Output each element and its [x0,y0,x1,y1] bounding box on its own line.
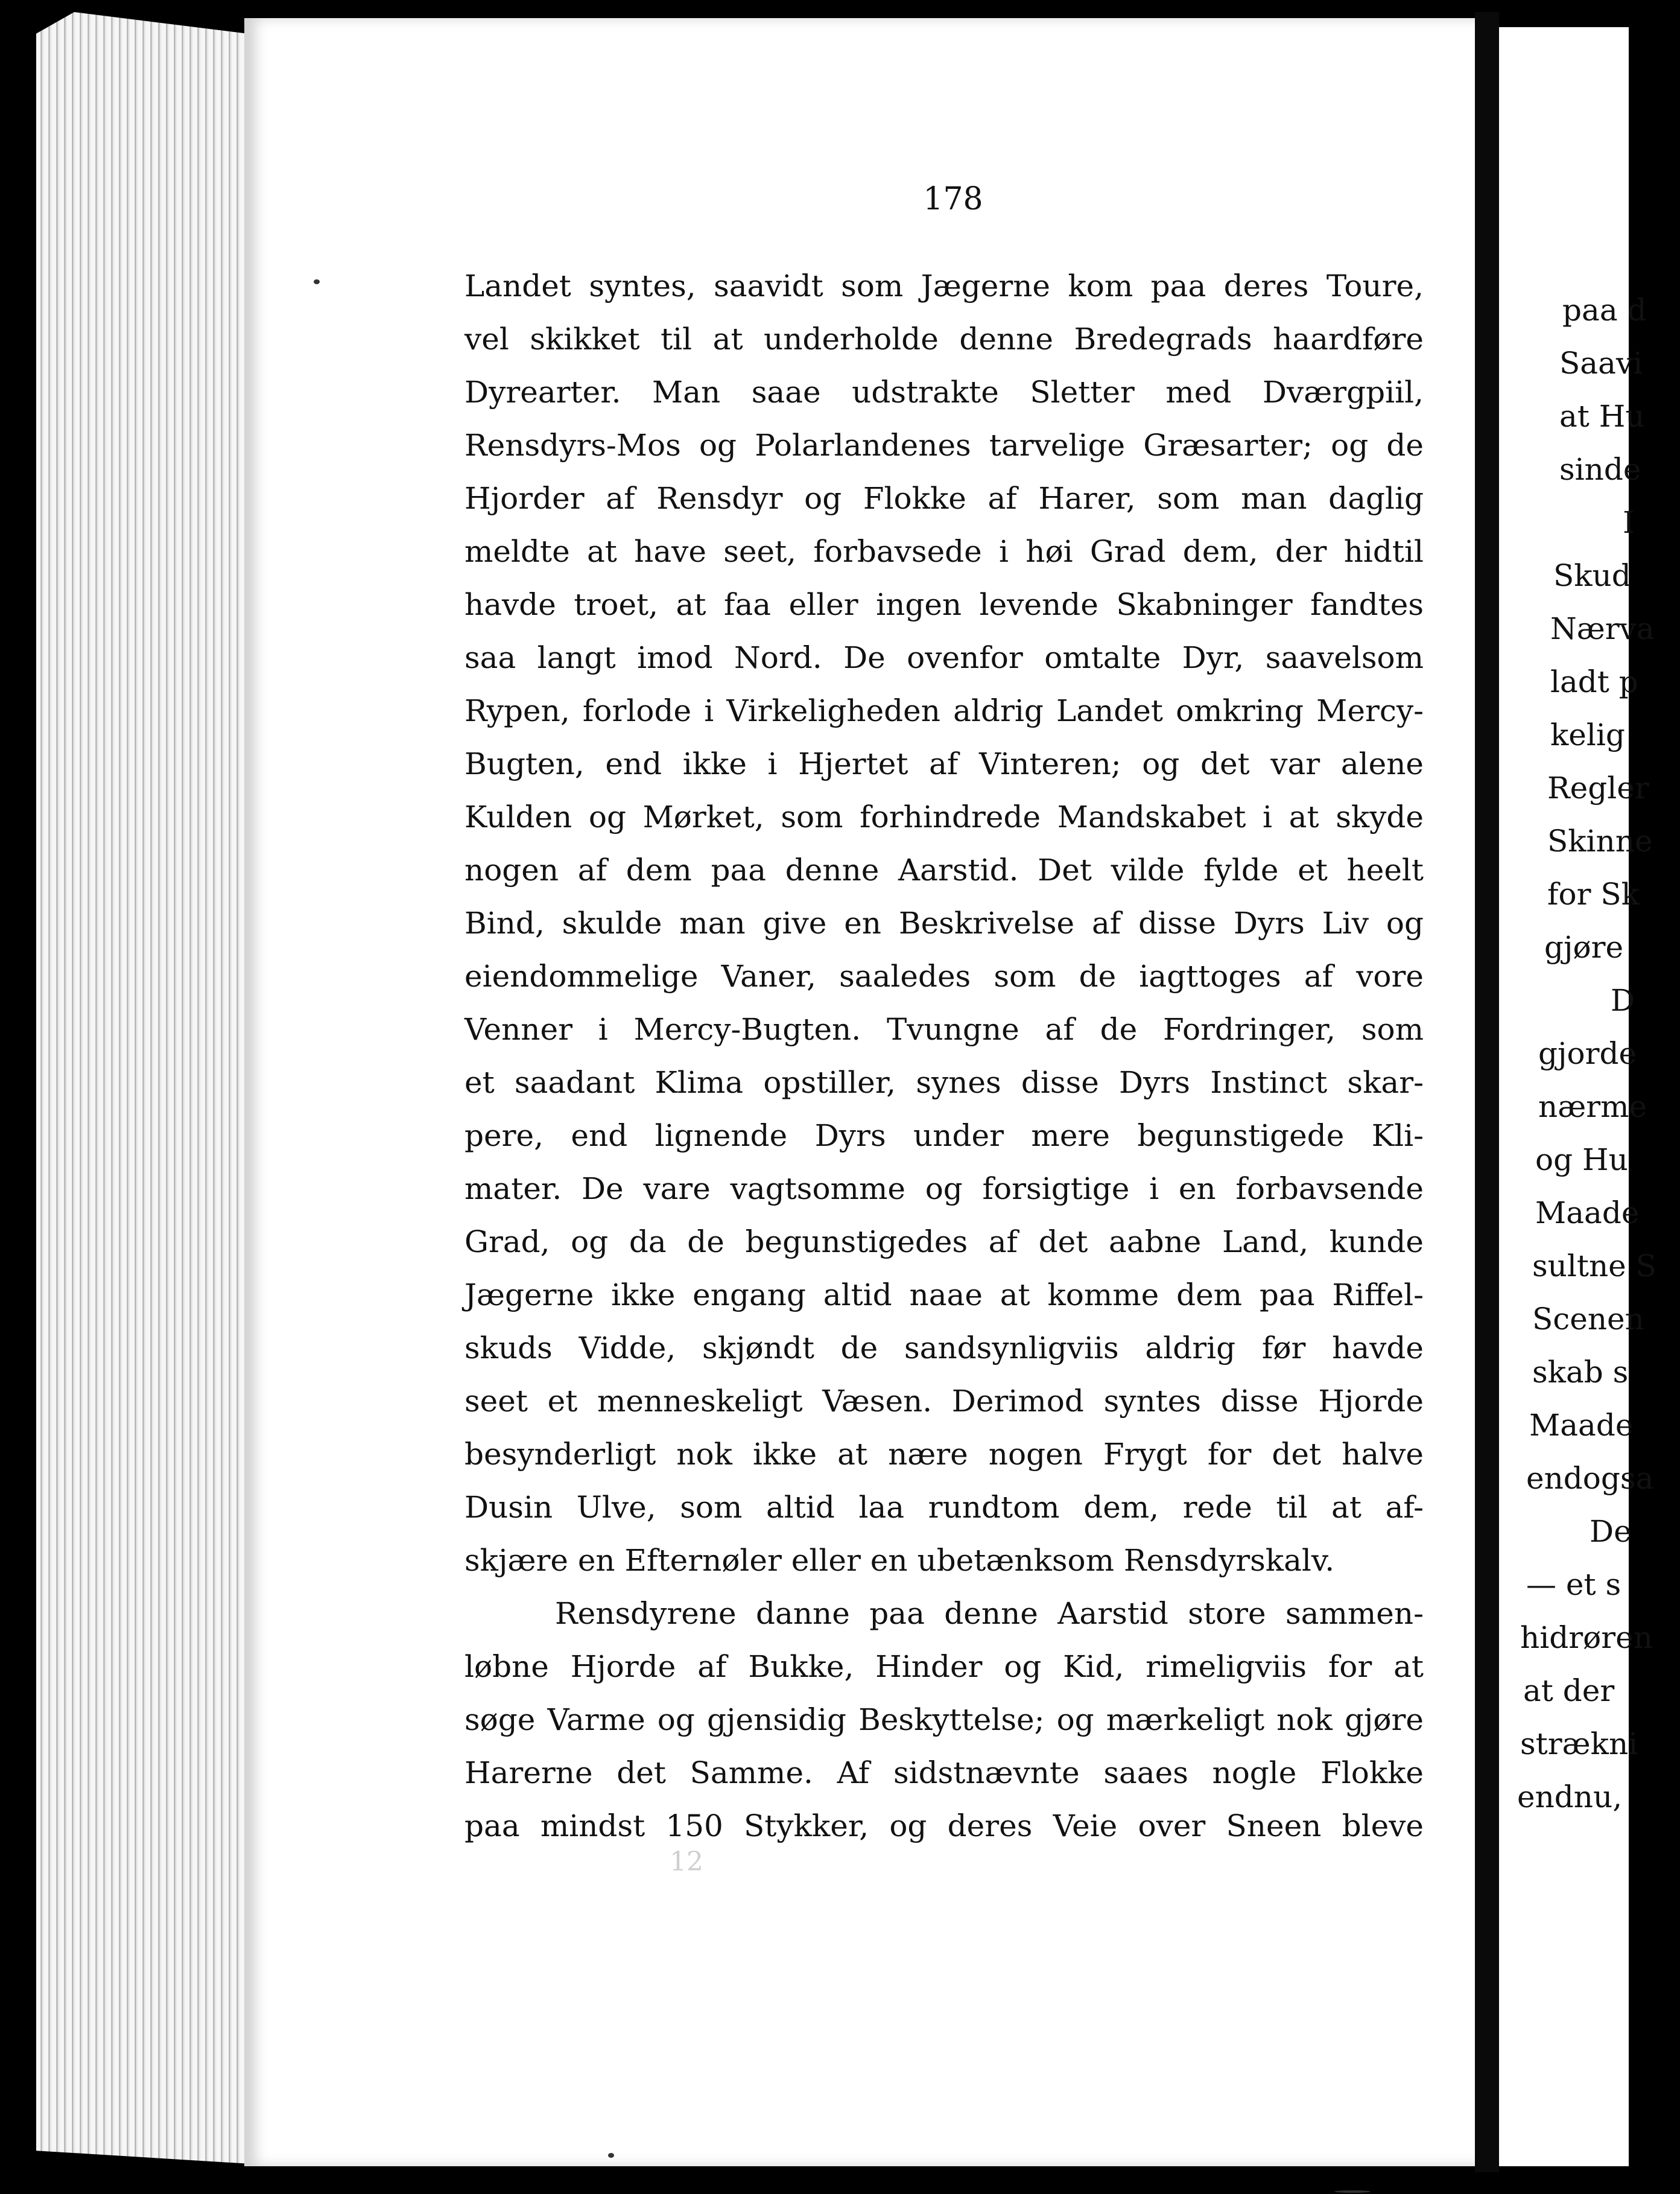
fragment-line: at Hu [1559,399,1645,434]
text-line: Venner i Mercy-Bugten. Tvungne af de Fordringer, som [464,1012,1424,1047]
text-line: Bind, skulde man give en Beskrivelse af disse Dyrs Liv og [464,906,1424,941]
text-line: Grad, og da de begunstigedes af det aabne Land, kunde [464,1224,1424,1259]
text-line: nogen af dem paa denne Aarstid. Det vilde fylde et heelt [464,853,1424,888]
text-line: Hjorder af Rensdyr og Flokke af Harer, som man daglig [464,481,1424,516]
text-line: et saadant Klima opstiller, synes disse Dyrs Instinct skar- [464,1065,1424,1100]
fragment-line: gjorde [1538,1036,1637,1071]
text-line: Harerne det Samme. Af sidstnævnte saaes nogle Flokke [464,1755,1424,1790]
text-line: Landet syntes, saavidt som Jægerne kom paa deres Toure, [464,269,1424,304]
text-line: besynderligt nok ikke at nære nogen Frygt for det halve [464,1437,1424,1472]
fragment-line: hidrøren [1520,1620,1653,1655]
text-line: Kulden og Mørket, som forhindrede Mandskabet i at skyde [464,800,1424,835]
fragment-line: endogsa [1526,1461,1654,1496]
fragment-line: og Hu [1535,1142,1628,1177]
text-line: søge Varme og gjensidig Beskyttelse; og mærkeligt nok gjøre [464,1702,1424,1737]
text-line: saa langt imod Nord. De ovenfor omtalte Dyr, saavelsom [464,640,1424,675]
text-line: paa mindst 150 Stykker, og deres Veie over Sneen bleve [464,1808,1424,1843]
text-line: Jægerne ikke engang altid naae at komme dem paa Riffel- [464,1277,1424,1312]
text-line: løbne Hjorde af Bukke, Hinder og Kid, rimeligviis for at [464,1649,1424,1684]
fragment-line: nærme [1538,1089,1647,1124]
fragment-line: for Sk [1547,877,1640,912]
text-line: pere, end lignende Dyrs under mere begunstigede Kli- [464,1118,1424,1153]
text-line: skjære en Efternøler eller en ubetænksom Rensdyrskalv. [464,1543,1335,1578]
paragraph-start-line: Rensdyrene danne paa denne Aarstid store sammen- [555,1596,1424,1631]
text-line: skuds Vidde, skjøndt de sandsynligviis aldrig før havde [464,1331,1424,1366]
fragment-line: D [1611,983,1635,1018]
right-page-fragment [1499,27,1656,2166]
fragment-line: Maade [1529,1408,1634,1443]
text-line: Dusin Ulve, som altid laa rundtom dem, rede til at af- [464,1490,1424,1525]
fragment-line: sinde [1559,452,1641,487]
fragment-line: Scenen [1532,1302,1644,1337]
page-number: 178 [923,181,983,217]
fragment-line: Maade [1535,1195,1640,1230]
fragment-line: at der [1523,1673,1615,1708]
text-line: Dyrearter. Man saae udstrakte Sletter med Dværgpiil, [464,375,1424,410]
text-line: mater. De vare vagtsomme og forsigtige i en forbavsende [464,1171,1424,1206]
fragment-line: I [1623,505,1635,540]
text-line: vel skikket til at underholde denne Bredegrads haardføre [464,322,1424,357]
fragment-line: sultne S [1532,1248,1656,1283]
fragment-line: Skud [1553,558,1631,593]
text-line: meldte at have seet, forbavsede i høi Grad dem, der hidtil [464,534,1424,569]
right-page-text [1499,284,1680,1824]
fragment-line: Regler [1547,771,1649,806]
fragment-line: skab s [1532,1355,1629,1390]
text-line: havde troet, at faa eller ingen levende Skabninger fandtes [464,587,1424,622]
text-line: Bugten, end ikke i Hjertet af Vinteren; og det var alene [464,746,1424,781]
body-text [464,259,1424,1852]
fragment-line: Skinne [1547,824,1653,859]
fragment-line: De [1590,1514,1632,1549]
book-fore-edge [36,12,247,2172]
fragment-line: — et s [1526,1567,1621,1602]
fragment-line: ladt p [1550,664,1638,699]
fragment-line: strækni [1520,1726,1638,1761]
fragment-line: endnu, [1517,1779,1623,1814]
page-gutter [1475,12,1499,2172]
paper-speck [1334,2190,1371,2193]
text-line: eiendommelige Vaner, saaledes som de iagttoges af vore [464,959,1424,994]
text-line: Rypen, forlode i Virkeligheden aldrig Landet omkring Mercy- [464,693,1424,728]
paper-speck [314,279,320,284]
fragment-line: gjøre [1544,930,1624,965]
text-line: Rensdyrs-Mos og Polarlandenes tarvelige Græsarter; og de [464,428,1424,463]
paper-speck [608,2153,614,2158]
fragment-line: Saavi [1559,346,1643,381]
fragment-line: paa d [1562,293,1647,328]
text-line: seet et menneskeligt Væsen. Derimod syntes disse Hjorde [464,1384,1424,1419]
signature-mark: 12 [670,1846,703,1877]
fragment-line: Nærva [1550,611,1655,646]
fragment-line: kelig [1550,717,1625,752]
